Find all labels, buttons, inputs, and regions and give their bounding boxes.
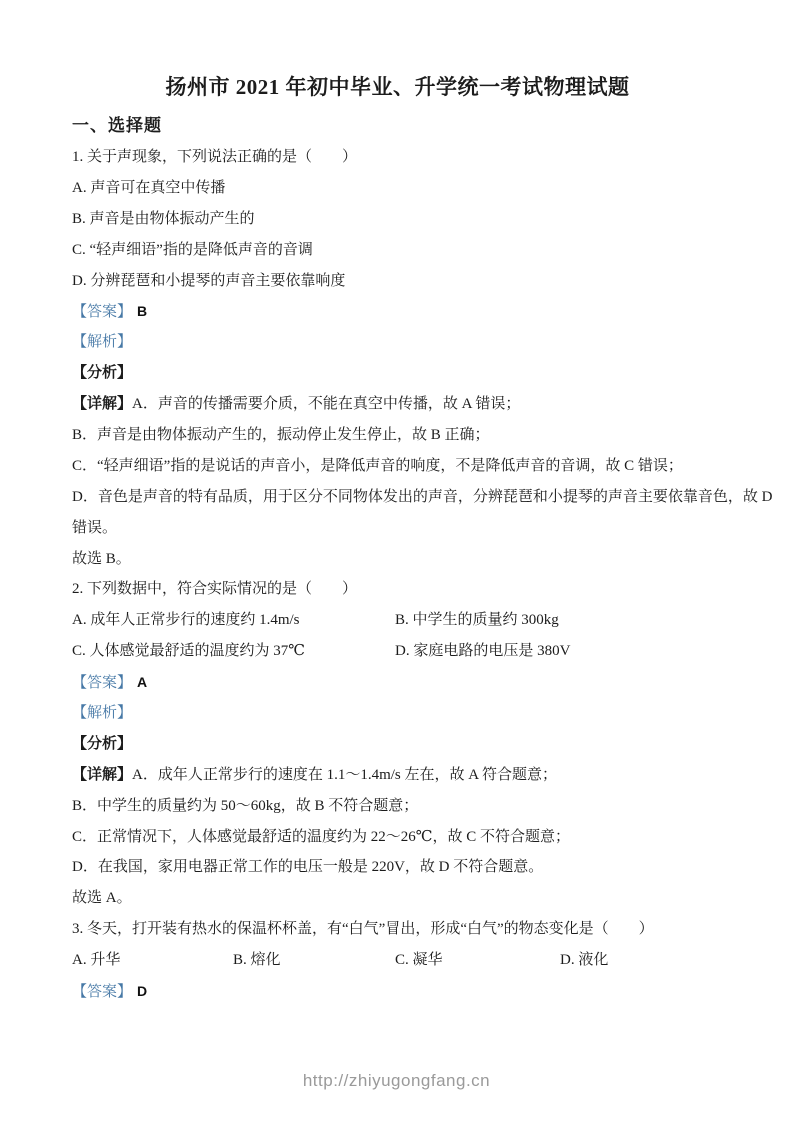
question-2-detail-line: C．正常情况下，人体感觉最舒适的温度约为 22～26℃，故 C 不符合题意； <box>72 828 571 845</box>
question-2-answer-line <box>72 667 723 698</box>
answer-value: B <box>137 303 148 320</box>
question-2-options-row-2 <box>72 636 723 667</box>
question-1-fenxi-label: 【分析】 <box>72 365 133 382</box>
answer-label: 【答案】 <box>72 675 133 692</box>
question-2-option-d: D. 家庭电路的电压是 380V <box>395 643 571 660</box>
detail-text: A．声音的传播需要介质，不能在真空中传播，故 A 错误； <box>132 396 521 413</box>
answer-value: D <box>137 983 148 1000</box>
detail-label: 【详解】 <box>72 766 133 783</box>
question-2-options-row-1 <box>72 605 723 636</box>
question-1-option-d: D. 分辨琵琶和小提琴的声音主要依靠响度 <box>72 272 346 289</box>
question-2-jiexi-label: 【解析】 <box>72 705 133 722</box>
question-2-option-b: B. 中学生的质量约 300kg <box>395 612 559 629</box>
question-1-detail-line: B．声音是由物体振动产生的，振动停止发生停止，故 B 正确； <box>72 427 490 444</box>
page-title: 扬州市 2021 年初中毕业、升学统一考试物理试题 <box>165 75 630 99</box>
question-2-stem: 2. 下列数据中，符合实际情况的是（ ） <box>72 581 358 598</box>
question-2-conclusion: 故选 A。 <box>72 890 132 907</box>
question-2-option-c: C. 人体感觉最舒适的温度约为 37℃ <box>72 643 306 660</box>
question-2-option-a: A. 成年人正常步行的速度约 1.4m/s <box>72 612 300 629</box>
question-2-detail-line: D．在我国，家用电器正常工作的电压一般是 220V，故 D 不符合题意。 <box>72 859 544 876</box>
answer-label: 【答案】 <box>72 304 133 321</box>
question-3-option-b: B. 熔化 <box>233 952 281 969</box>
question-1-detail-line <box>72 389 723 420</box>
question-3-option-d: D. 液化 <box>560 952 609 969</box>
question-1-option-a: A. 声音可在真空中传播 <box>72 179 226 196</box>
question-1-option-b: B. 声音是由物体振动产生的 <box>72 210 255 227</box>
question-3-option-c: C. 凝华 <box>395 952 443 969</box>
detail-label: 【详解】 <box>72 396 133 413</box>
question-1-detail-line: 错误。 <box>72 519 118 536</box>
detail-text: A．成年人正常步行的速度在 1.1～1.4m/s 左在，故 A 符合题意； <box>132 766 558 783</box>
question-1-detail-line: C．“轻声细语”指的是说话的声音小，是降低声音的响度，不是降低声音的音调，故 C 错误； <box>72 457 683 474</box>
question-1-answer-line <box>72 296 723 327</box>
question-3-options-row <box>72 945 723 976</box>
question-2-detail-line: B．中学生的质量约为 50～60kg，故 B 不符合题意； <box>72 797 419 814</box>
question-3-answer-line <box>72 976 723 1007</box>
answer-label: 【答案】 <box>72 984 133 1001</box>
question-1-stem: 1. 关于声现象，下列说法正确的是（ ） <box>72 149 358 165</box>
question-1-detail-line: D．音色是声音的特有品质，用于区分不同物体发出的声音，分辨琵琶和小提琴的声音主要依靠音色，故 D <box>72 488 773 505</box>
question-3-stem: 3. 冬天，打开装有热水的保温杯杯盖，有“白气”冒出，形成“白气”的物态变化是（ ） <box>72 921 654 938</box>
document-content <box>72 64 773 1007</box>
question-1-conclusion: 故选 B。 <box>72 550 131 567</box>
answer-value: A <box>137 674 148 691</box>
question-2-detail-line <box>72 760 723 791</box>
section-heading: 一、选择题 <box>72 116 162 135</box>
question-3-option-a: A. 升华 <box>72 952 121 969</box>
watermark-url: http://zhiyugongfang.cn <box>302 1071 491 1090</box>
question-1-option-c: C. “轻声细语”指的是降低声音的音调 <box>72 241 313 258</box>
question-2-fenxi-label: 【分析】 <box>72 735 133 752</box>
question-1-jiexi-label: 【解析】 <box>72 334 133 351</box>
